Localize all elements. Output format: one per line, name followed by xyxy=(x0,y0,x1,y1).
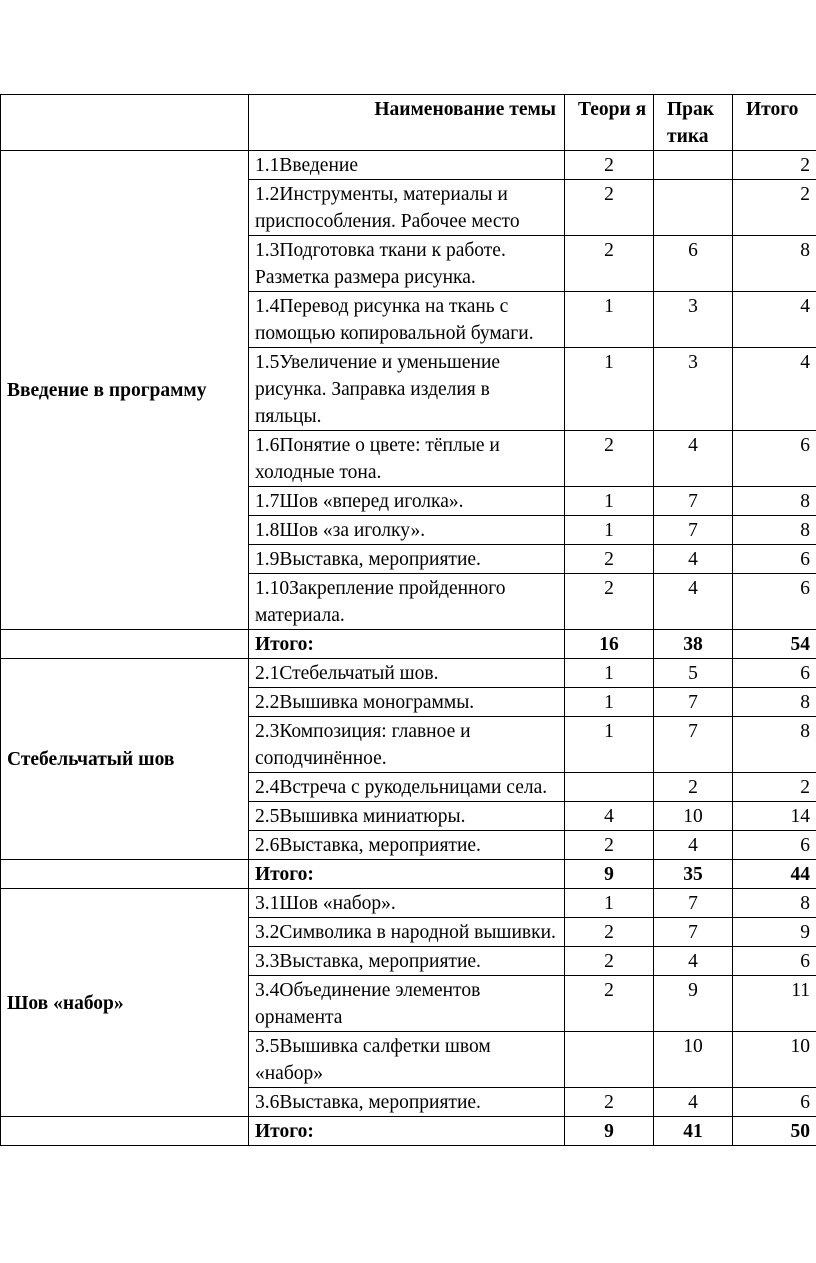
topic-cell: 2.3Композиция: главное и соподчинённое. xyxy=(249,717,565,773)
summary-practice: 35 xyxy=(654,860,733,889)
practice-cell: 7 xyxy=(654,487,733,516)
summary-blank-cell xyxy=(1,860,249,889)
theory-cell: 2 xyxy=(565,918,654,947)
theory-cell: 1 xyxy=(565,348,654,431)
practice-cell: 7 xyxy=(654,918,733,947)
total-cell: 6 xyxy=(733,545,816,574)
topic-cell: 3.3Выставка, мероприятие. xyxy=(249,947,565,976)
total-cell: 6 xyxy=(733,574,816,630)
theory-cell: 2 xyxy=(565,947,654,976)
practice-cell: 9 xyxy=(654,976,733,1032)
practice-cell: 6 xyxy=(654,236,733,292)
topic-cell: 2.1Стебельчатый шов. xyxy=(249,659,565,688)
total-cell: 8 xyxy=(733,688,816,717)
theory-cell: 2 xyxy=(565,180,654,236)
practice-cell: 7 xyxy=(654,516,733,545)
theory-cell: 1 xyxy=(565,659,654,688)
total-cell: 2 xyxy=(733,151,816,180)
practice-cell xyxy=(654,151,733,180)
topic-cell: 3.5Вышивка салфетки швом «набор» xyxy=(249,1032,565,1088)
practice-cell: 7 xyxy=(654,717,733,773)
theory-cell: 2 xyxy=(565,976,654,1032)
topic-cell: 1.1Введение xyxy=(249,151,565,180)
practice-cell: 4 xyxy=(654,431,733,487)
total-cell: 9 xyxy=(733,918,816,947)
theory-cell: 2 xyxy=(565,431,654,487)
total-cell: 8 xyxy=(733,236,816,292)
summary-label: Итого: xyxy=(249,860,565,889)
practice-cell: 4 xyxy=(654,545,733,574)
practice-cell: 2 xyxy=(654,773,733,802)
total-cell: 6 xyxy=(733,431,816,487)
summary-label: Итого: xyxy=(249,630,565,659)
theory-cell: 4 xyxy=(565,802,654,831)
topic-cell: 3.4Объединение элементов орнамента xyxy=(249,976,565,1032)
total-cell: 6 xyxy=(733,659,816,688)
topic-cell: 1.8Шов «за иголку». xyxy=(249,516,565,545)
practice-cell: 5 xyxy=(654,659,733,688)
section-title: Стебельчатый шов xyxy=(1,659,249,860)
practice-cell: 4 xyxy=(654,574,733,630)
summary-label: Итого: xyxy=(249,1117,565,1146)
total-cell: 4 xyxy=(733,348,816,431)
total-cell: 8 xyxy=(733,717,816,773)
topic-cell: 1.5Увеличение и уменьшение рисунка. Заправка изделия в пяльцы. xyxy=(249,348,565,431)
total-cell: 8 xyxy=(733,516,816,545)
theory-cell: 1 xyxy=(565,889,654,918)
theory-cell: 2 xyxy=(565,1088,654,1117)
practice-cell xyxy=(654,180,733,236)
topic-cell: 3.1Шов «набор». xyxy=(249,889,565,918)
summary-row xyxy=(1,860,816,889)
total-cell: 6 xyxy=(733,947,816,976)
topic-cell: 3.2Символика в народной вышивки. xyxy=(249,918,565,947)
topic-cell: 1.10Закрепление пройденного материала. xyxy=(249,574,565,630)
table-header-row xyxy=(1,95,816,151)
total-cell: 11 xyxy=(733,976,816,1032)
summary-row xyxy=(1,630,816,659)
topic-cell: 2.5Вышивка миниатюры. xyxy=(249,802,565,831)
total-cell: 8 xyxy=(733,889,816,918)
theory-cell: 1 xyxy=(565,516,654,545)
practice-cell: 4 xyxy=(654,947,733,976)
section-title: Введение в программу xyxy=(1,151,249,630)
topic-cell: 1.7Шов «вперед иголка». xyxy=(249,487,565,516)
header-practice: Прак тика xyxy=(654,95,733,151)
topic-cell: 2.6Выставка, мероприятие. xyxy=(249,831,565,860)
curriculum-table xyxy=(0,94,816,1146)
topic-cell: 1.4Перевод рисунка на ткань с помощью копировальной бумаги. xyxy=(249,292,565,348)
summary-total: 50 xyxy=(733,1117,816,1146)
summary-blank-cell xyxy=(1,1117,249,1146)
summary-theory: 9 xyxy=(565,860,654,889)
header-theory: Теори я xyxy=(565,95,654,151)
header-topic: Наименование темы xyxy=(249,95,565,151)
topic-cell: 3.6Выставка, мероприятие. xyxy=(249,1088,565,1117)
summary-practice: 38 xyxy=(654,630,733,659)
summary-theory: 16 xyxy=(565,630,654,659)
summary-practice: 41 xyxy=(654,1117,733,1146)
theory-cell: 1 xyxy=(565,717,654,773)
practice-cell: 4 xyxy=(654,831,733,860)
theory-cell: 2 xyxy=(565,151,654,180)
total-cell: 2 xyxy=(733,180,816,236)
theory-cell: 1 xyxy=(565,292,654,348)
topic-cell: 2.2Вышивка монограммы. xyxy=(249,688,565,717)
section-title: Шов «набор» xyxy=(1,889,249,1117)
total-cell: 2 xyxy=(733,773,816,802)
header-total: Итого xyxy=(733,95,816,151)
practice-cell: 4 xyxy=(654,1088,733,1117)
theory-cell: 1 xyxy=(565,487,654,516)
theory-cell: 2 xyxy=(565,236,654,292)
practice-cell: 10 xyxy=(654,802,733,831)
header-section-cell xyxy=(1,95,249,151)
total-cell: 8 xyxy=(733,487,816,516)
summary-row xyxy=(1,1117,816,1146)
topic-cell: 1.2Инструменты, материалы и приспособления. Рабочее место xyxy=(249,180,565,236)
theory-cell: 2 xyxy=(565,574,654,630)
practice-cell: 7 xyxy=(654,889,733,918)
theory-cell xyxy=(565,773,654,802)
practice-cell: 7 xyxy=(654,688,733,717)
practice-cell: 3 xyxy=(654,348,733,431)
total-cell: 14 xyxy=(733,802,816,831)
theory-cell: 2 xyxy=(565,831,654,860)
theory-cell xyxy=(565,1032,654,1088)
table-row xyxy=(1,889,816,918)
topic-cell: 1.6Понятие о цвете: тёплые и холодные тона. xyxy=(249,431,565,487)
summary-theory: 9 xyxy=(565,1117,654,1146)
summary-total: 54 xyxy=(733,630,816,659)
table-row xyxy=(1,151,816,180)
practice-cell: 3 xyxy=(654,292,733,348)
total-cell: 4 xyxy=(733,292,816,348)
table-row xyxy=(1,659,816,688)
topic-cell: 2.4Встреча с рукодельницами села. xyxy=(249,773,565,802)
topic-cell: 1.9Выставка, мероприятие. xyxy=(249,545,565,574)
theory-cell: 1 xyxy=(565,688,654,717)
topic-cell: 1.3Подготовка ткани к работе. Разметка размера рисунка. xyxy=(249,236,565,292)
total-cell: 6 xyxy=(733,831,816,860)
theory-cell: 2 xyxy=(565,545,654,574)
summary-total: 44 xyxy=(733,860,816,889)
practice-cell: 10 xyxy=(654,1032,733,1088)
total-cell: 10 xyxy=(733,1032,816,1088)
summary-blank-cell xyxy=(1,630,249,659)
total-cell: 6 xyxy=(733,1088,816,1117)
